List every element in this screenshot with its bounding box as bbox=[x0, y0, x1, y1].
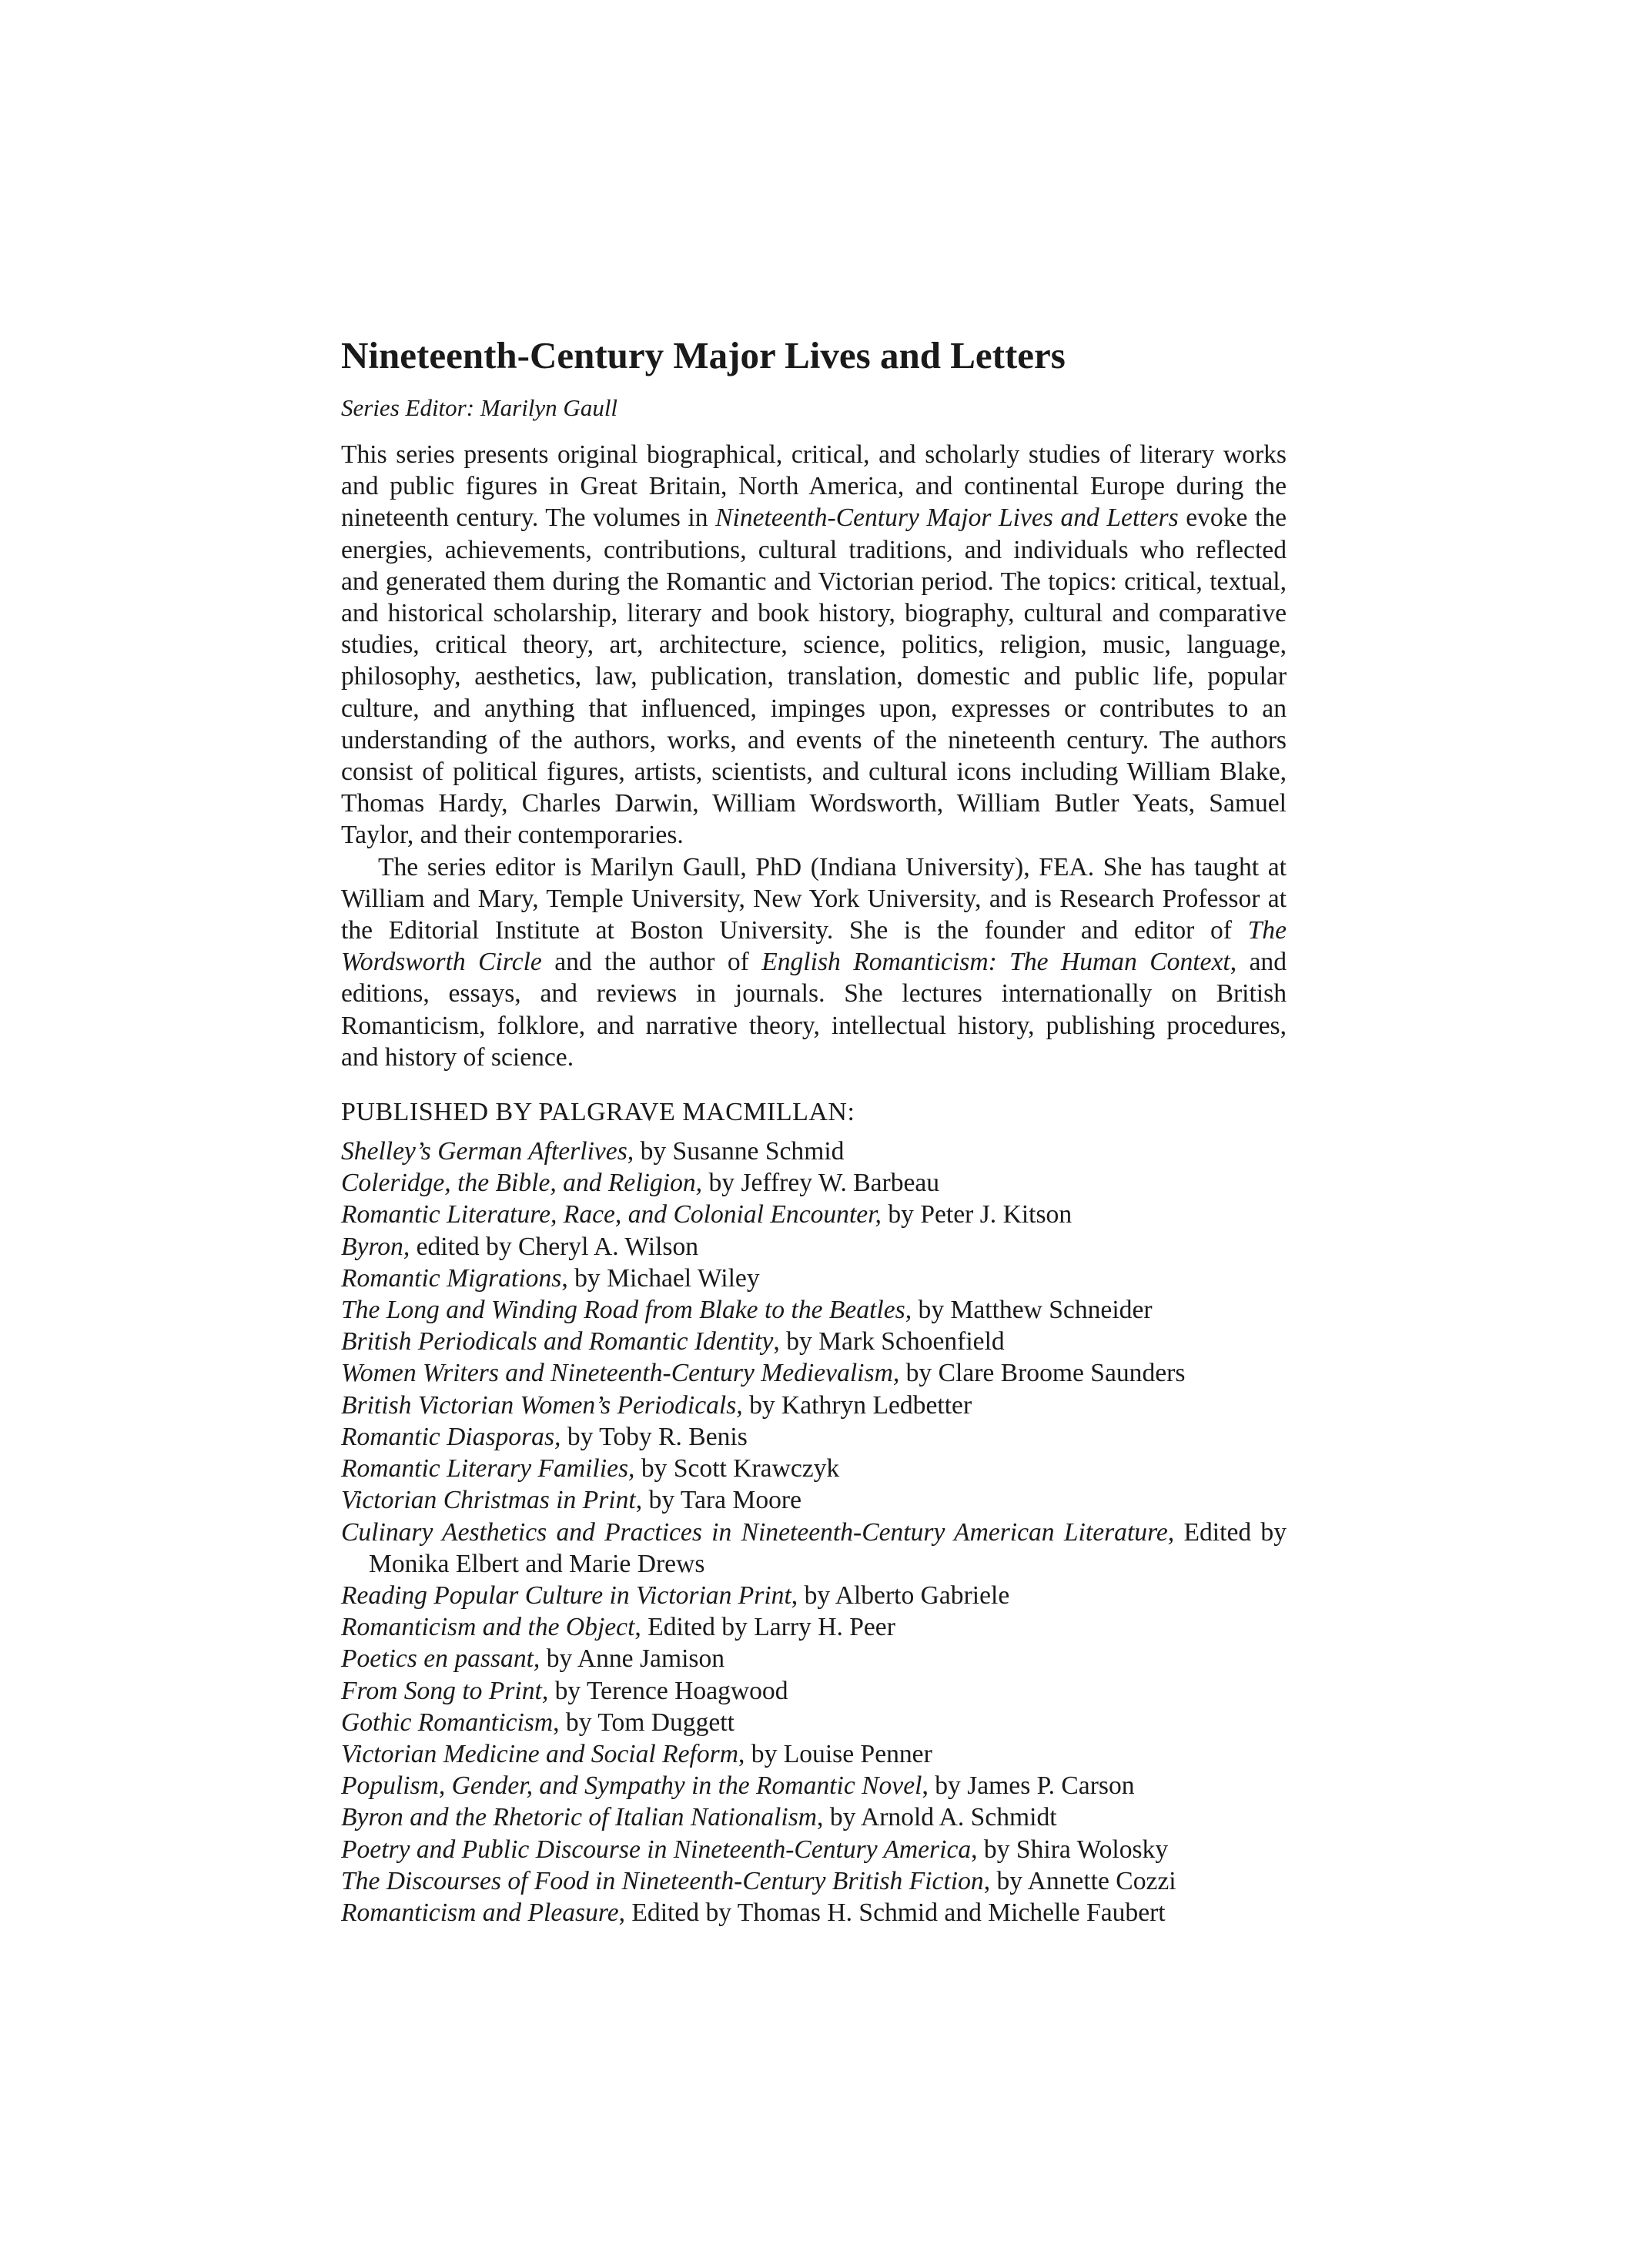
published-heading: PUBLISHED BY PALGRAVE MACMILLAN: bbox=[341, 1098, 855, 1127]
book-entry bbox=[341, 1199, 1287, 1230]
book-entry bbox=[341, 1167, 1287, 1199]
book-title: Romantic Literature, Race, and Colonial Encounter, bbox=[341, 1200, 882, 1229]
book-entry bbox=[341, 1294, 1287, 1326]
book-title: Shelley’s German Afterlives, bbox=[341, 1137, 634, 1166]
series-title: Nineteenth-Century Major Lives and Letters bbox=[341, 334, 1066, 376]
book-title: The Long and Winding Road from Blake to the Beatles, bbox=[341, 1296, 912, 1325]
description-text-1: This series presents original biographical, critical, and scholarly studies of literary works and public figures in Great Britain, North America, and continental Europe during the nineteenth century. The volumes in bbox=[341, 440, 1287, 533]
book-author: by Toby R. Benis bbox=[561, 1422, 748, 1451]
book-author: , by Shira Wolosky bbox=[971, 1835, 1169, 1864]
book-author: Edited by Monika Elbert and Marie Drews bbox=[369, 1517, 1287, 1578]
book-author: by Susanne Schmid bbox=[634, 1137, 845, 1166]
book-title: British Victorian Women’s Periodicals, bbox=[341, 1390, 743, 1420]
bio-text-1: The series editor is Marilyn Gaull, PhD (Indiana University), FEA. She has taught at William and Mary, Temple University, New York University, and is Research Professor at the Editorial Institute at Boston University. She is the founder and editor of bbox=[341, 852, 1287, 945]
book-title: Romantic Diasporas, bbox=[341, 1422, 561, 1451]
series-editor-bio-paragraph bbox=[341, 851, 1287, 1073]
bio-journal-title: The Wordsworth Circle bbox=[341, 916, 1287, 977]
book-entry bbox=[341, 1231, 1287, 1263]
book-title: Populism, Gender, and Sympathy in the Romantic Novel bbox=[341, 1771, 922, 1801]
book-author: , by Louise Penner bbox=[738, 1739, 932, 1768]
book-author: by Peter J. Kitson bbox=[881, 1200, 1072, 1229]
book-title: From Song to Print, bbox=[341, 1676, 549, 1705]
book-entry bbox=[341, 1643, 1287, 1674]
book-author: by Terence Hoagwood bbox=[548, 1676, 788, 1705]
book-author: , by Mark Schoenfield bbox=[773, 1327, 1005, 1356]
book-author: , Edited by Thomas H. Schmid and Michelle Faubert bbox=[618, 1898, 1166, 1927]
book-title: Victorian Christmas in Print bbox=[341, 1486, 636, 1515]
book-title: Romanticism and the Object bbox=[341, 1613, 635, 1642]
book-title: British Periodicals and Romantic Identity bbox=[341, 1327, 774, 1356]
book-entry bbox=[341, 1834, 1287, 1865]
book-title: Reading Popular Culture in Victorian Print bbox=[341, 1581, 791, 1610]
book-author: by Matthew Schneider bbox=[912, 1296, 1153, 1325]
book-author: , by Annette Cozzi bbox=[983, 1866, 1176, 1895]
book-entry bbox=[341, 1738, 1287, 1770]
book-author: by Clare Broome Saunders bbox=[899, 1359, 1186, 1388]
book-title: Romantic Migrations bbox=[341, 1263, 562, 1293]
published-book-list bbox=[341, 1136, 1287, 1928]
book-author: , by Tara Moore bbox=[635, 1486, 801, 1515]
book-author: , by Tom Duggett bbox=[553, 1708, 735, 1737]
book-entry bbox=[341, 1326, 1287, 1357]
book-entry bbox=[341, 1136, 1287, 1167]
book-title: Romantic Literary Families, bbox=[341, 1454, 635, 1484]
book-title: Gothic Romanticism bbox=[341, 1708, 554, 1737]
bio-text-2: and the author of bbox=[541, 948, 762, 977]
book-title: Poetics en passant, bbox=[341, 1644, 540, 1674]
book-entry bbox=[341, 1675, 1287, 1707]
book-title: Romanticism and Pleasure bbox=[341, 1898, 619, 1927]
series-editor-line: Series Editor: Marilyn Gaull bbox=[341, 394, 618, 421]
book-author: by Scott Krawczyk bbox=[634, 1454, 840, 1484]
bio-text-3: , and editions, essays, and reviews in journals. She lectures internationally on British Romanticism, folklore, and narrative theory, intellectual history, publishing procedures, and history of science. bbox=[341, 948, 1287, 1072]
description-text-2: evoke the energies, achievements, contributions, cultural traditions, and individuals who reflected and generated them during the Romantic and Victorian period. The topics: critical, textual, and historical scholarship, literary and book history, biography, cultural and comparative studies, critical theory, art, architecture, science, politics, religion, music, language, philosophy, aesthetics, law, publication, translation, domestic and public life, popular culture, and anything that influenced, impinges upon, expresses or contributes to an understanding of the authors, works, and events of the nineteenth century. The authors consist of political figures, artists, scientists, and cultural icons including William Blake, Thomas Hardy, Charles Darwin, William Wordsworth, William Butler Yeats, Samuel Taylor, and their contemporaries. bbox=[341, 503, 1287, 850]
description-series-name: Nineteenth-Century Major Lives and Letters bbox=[715, 503, 1179, 533]
book-entry bbox=[341, 1611, 1287, 1643]
book-entry bbox=[341, 1707, 1287, 1738]
book-entry bbox=[341, 1421, 1287, 1453]
series-page bbox=[341, 333, 1287, 1928]
book-author: , Edited by Larry H. Peer bbox=[634, 1613, 895, 1642]
book-author: , by Arnold A. Schmidt bbox=[817, 1803, 1057, 1832]
book-entry bbox=[341, 1357, 1287, 1389]
book-entry bbox=[341, 1770, 1287, 1801]
book-entry bbox=[341, 1865, 1287, 1897]
book-title: Byron, bbox=[341, 1232, 410, 1261]
book-author: , by Alberto Gabriele bbox=[791, 1581, 1010, 1610]
book-author: , by Michael Wiley bbox=[561, 1263, 760, 1293]
book-title: Women Writers and Nineteenth-Century Medievalism, bbox=[341, 1359, 900, 1388]
book-title: Byron and the Rhetoric of Italian Nationalism bbox=[341, 1803, 818, 1832]
bio-book-title: English Romanticism: The Human Context bbox=[761, 948, 1230, 977]
book-title: Poetry and Public Discourse in Nineteenth-Century America bbox=[341, 1835, 972, 1864]
book-entry bbox=[341, 1897, 1287, 1928]
series-description-paragraph bbox=[341, 439, 1287, 851]
book-entry bbox=[341, 1801, 1287, 1833]
book-entry bbox=[341, 1263, 1287, 1294]
book-author: by Kathryn Ledbetter bbox=[742, 1390, 972, 1420]
book-author: , by James P. Carson bbox=[922, 1771, 1135, 1801]
book-entry bbox=[341, 1580, 1287, 1611]
book-title: Coleridge, the Bible, and Religion, bbox=[341, 1169, 703, 1198]
book-author: edited by Cheryl A. Wilson bbox=[410, 1232, 699, 1261]
book-entry bbox=[341, 1453, 1287, 1484]
book-author: by Anne Jamison bbox=[540, 1644, 725, 1674]
book-title: Culinary Aesthetics and Practices in Nineteenth-Century American Literature, bbox=[341, 1517, 1175, 1547]
book-entry bbox=[341, 1484, 1287, 1516]
book-author: by Jeffrey W. Barbeau bbox=[702, 1169, 940, 1198]
book-title: Victorian Medicine and Social Reform bbox=[341, 1739, 738, 1768]
book-entry bbox=[341, 1390, 1287, 1421]
book-entry bbox=[341, 1517, 1287, 1580]
book-title: The Discourses of Food in Nineteenth-Century British Fiction bbox=[341, 1866, 984, 1895]
